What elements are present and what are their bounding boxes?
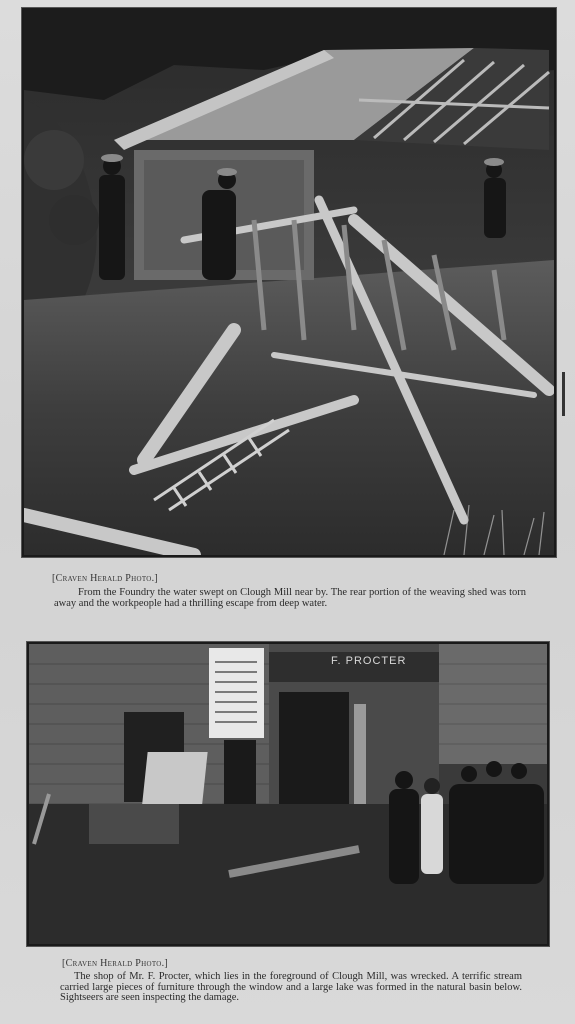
photo-procter-shop (27, 642, 549, 946)
photo1-credit: [Craven Herald Photo.] (52, 573, 159, 584)
photo2-credit: [Craven Herald Photo.] (62, 958, 169, 969)
photo1-illustration (24, 10, 554, 555)
photo1-caption: From the Foundry the water swept on Clough Mill near by. The rear portion of the weaving shed was torn away and the workpeople had a thrilling escape from deep water. (54, 587, 526, 609)
photo2-caption: The shop of Mr. F. Procter, which lies in the foreground of Clough Mill, was wrecked. A terrific stream carried large pieces of furniture through the window and a large lake was formed in the natural basin below. Sightseers are seen inspecting the damage. (60, 971, 522, 1003)
shop-sign: F. PROCTER (331, 655, 407, 667)
page-edge-mark (562, 372, 565, 416)
photo2-illustration (29, 644, 547, 944)
photo-collapsed-mill-shed (22, 8, 556, 557)
